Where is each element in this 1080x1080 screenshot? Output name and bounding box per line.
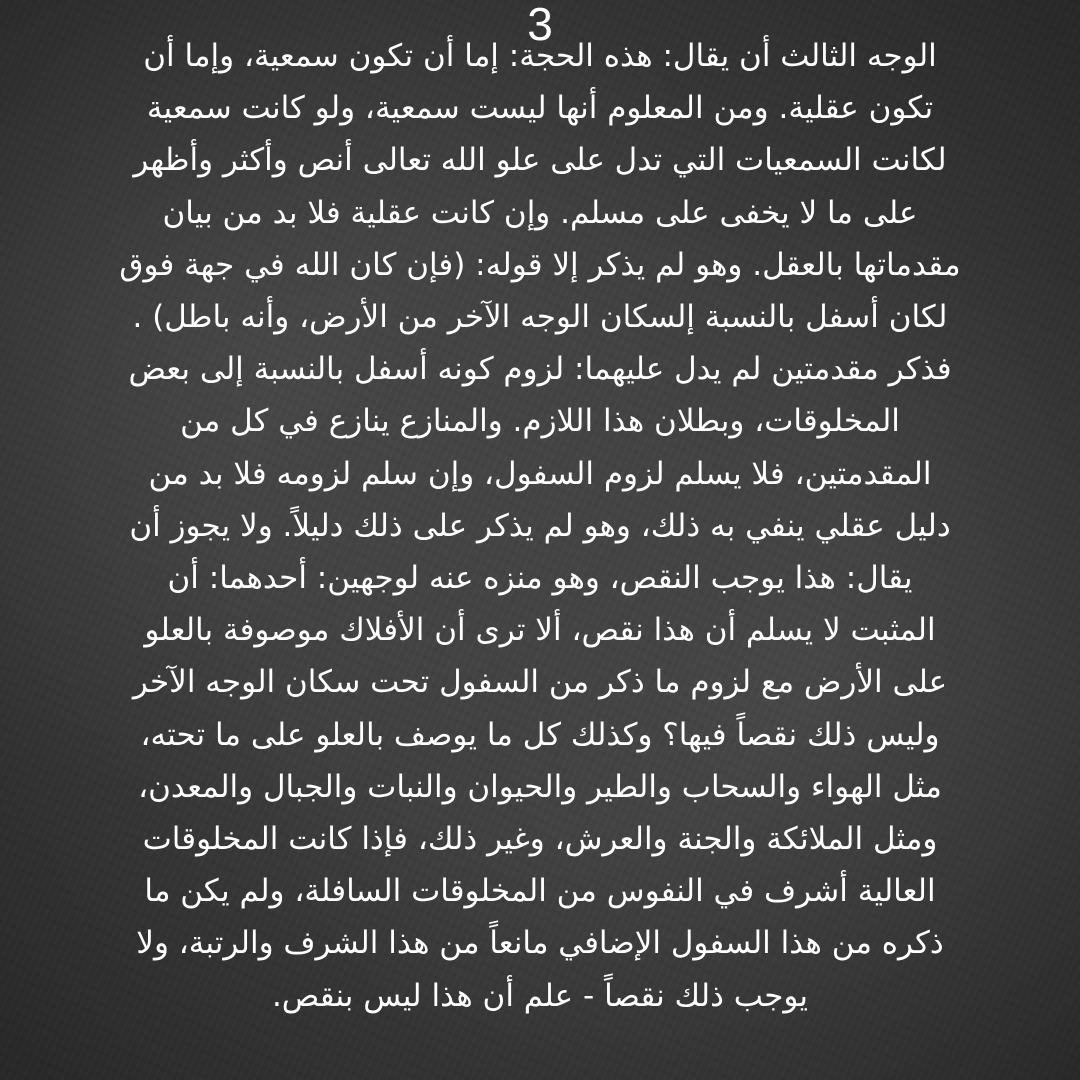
text-line: المقدمتين، فلا يسلم لزوم السفول، وإن سلم لزومه فلا بد من (148, 455, 932, 492)
page-number: 3 (527, 0, 553, 50)
text-line: لكانت السمعيات التي تدل على علو الله تعالى أنص وأكثر وأظهر (133, 142, 947, 179)
text-line: ومثل الملائكة والجنة والعرش، وغير ذلك، فإذا كانت المخلوقات (142, 821, 938, 858)
body-text (56, 30, 1024, 1070)
text-line: مثل الهواء والسحاب والطير والحيوان والنبات والجبال والمعدن، (138, 768, 942, 805)
text-line: على الأرض مع لزوم ما ذكر من السفول تحت سكان الوجه الآخر (132, 664, 948, 701)
text-line: يقال: هذا يوجب النقص، وهو منزه عنه لوجهين: أحدهما: أن (167, 560, 913, 597)
text-line: يوجب ذلك نقصاً - علم أن هذا ليس بنقص. (271, 977, 809, 1014)
text-line: دليل عقلي ينفي به ذلك، وهو لم يذكر على ذلك دليلاً. ولا يجوز أن (129, 507, 951, 544)
text-line: على ما لا يخفى على مسلم. وإن كانت عقلية فلا بد من بيان (162, 194, 918, 231)
text-line: المخلوقات، وبطلان هذا اللازم. والمنازع ينازع في كل من (180, 403, 900, 440)
text-line: العالية أشرف في النفوس من المخلوقات السافلة، ولم يكن ما (144, 873, 936, 910)
text-line: المثبت لا يسلم أن هذا نقص، ألا ترى أن الأفلاك موصوفة بالعلو (144, 612, 936, 649)
text-line: ذكره من هذا السفول الإضافي مانعاً من هذا الشرف والرتبة، ولا (136, 925, 944, 962)
text-line: وليس ذلك نقصاً فيها؟ وكذلك كل ما يوصف بالعلو على ما تحته، (140, 716, 940, 753)
text-line: تكون عقلية. ومن المعلوم أنها ليست سمعية، ولو كانت سمعية (146, 90, 934, 127)
text-line: مقدماتها بالعقل. وهو لم يذكر إلا قوله: (فإن كان الله في جهة فوق (119, 246, 961, 283)
text-line: فذكر مقدمتين لم يدل عليهما: لزوم كونه أسفل بالنسبة إلى بعض (128, 351, 952, 388)
text-line: الوجه الثالث أن يقال: هذه الحجة: إما أن تكون سمعية، وإما أن (143, 38, 937, 74)
text-line: لكان أسفل بالنسبة إلسكان الوجه الآخر من الأرض، وأنه باطل) . (132, 299, 948, 336)
